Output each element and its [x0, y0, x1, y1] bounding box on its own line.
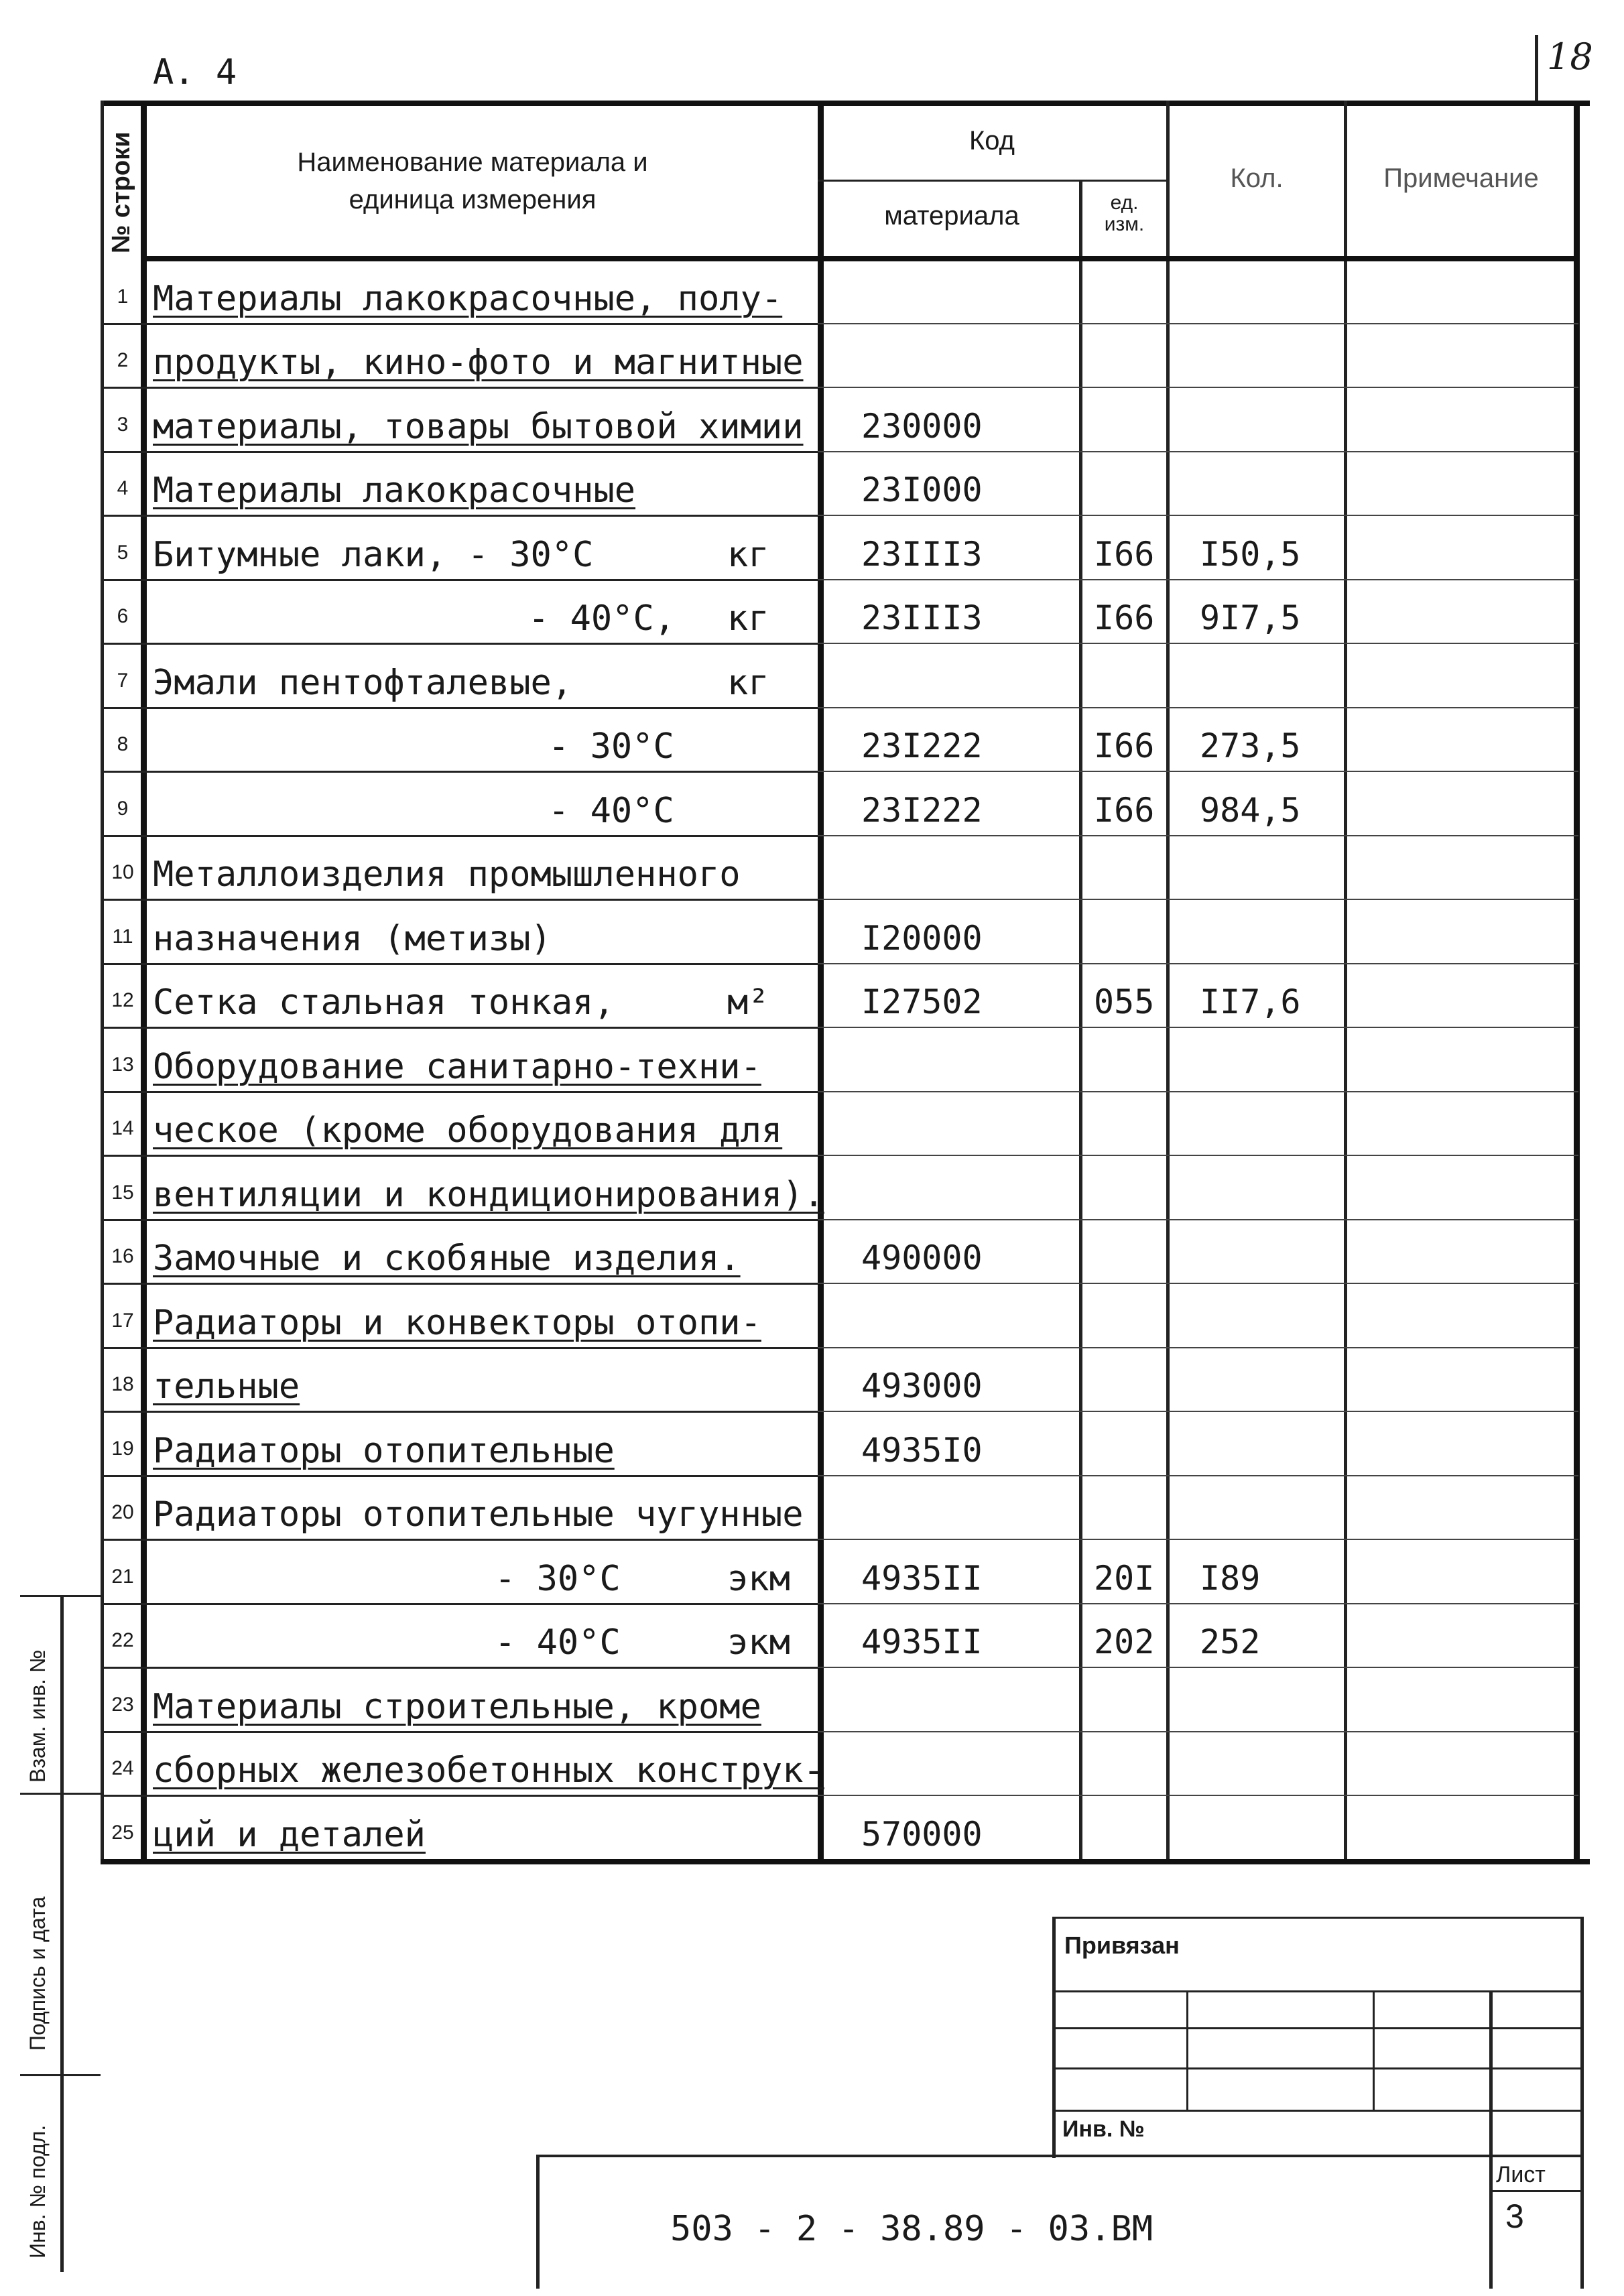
material-code: 493000 [861, 1366, 983, 1405]
margin-strip-outer-line [60, 1595, 64, 2272]
row-separator-right [818, 1475, 1578, 1476]
unit-code: 20I [1094, 1559, 1155, 1598]
code-header: Код [969, 126, 1015, 155]
row-separator [101, 1667, 818, 1669]
row-separator-right [818, 771, 1578, 772]
row-separator-right [818, 451, 1578, 452]
material-name: - 30°C [495, 1559, 621, 1599]
row-separator [101, 1795, 818, 1797]
unit-of-measure: кг [727, 535, 769, 575]
margin-strip-line-1 [20, 1595, 101, 1597]
row-separator-right [818, 1411, 1578, 1412]
row-number: 14 [111, 1117, 134, 1139]
material-code: 4935II [861, 1559, 983, 1598]
material-name: - 40°C, [528, 598, 676, 639]
material-name: Радиаторы и конвекторы отопи- [153, 1303, 761, 1343]
unit-code: I66 [1094, 598, 1155, 637]
material-name: Металлоизделия промышленного [153, 854, 741, 895]
material-name: Битумные лаки, - 30°C [153, 535, 594, 575]
unit-of-measure: экм [727, 1559, 790, 1599]
stamp-row-line-3 [1052, 2067, 1582, 2069]
row-separator [101, 1219, 818, 1221]
sheet-marker: А. 4 [153, 52, 237, 92]
row-number: 4 [117, 477, 129, 499]
row-separator-right [818, 707, 1578, 708]
inv-label: Инв. № [1062, 2116, 1145, 2142]
quantity: II7,6 [1200, 982, 1301, 1021]
row-separator-right [818, 1731, 1578, 1732]
row-separator-right [818, 1667, 1578, 1668]
material-name: - 30°C [548, 726, 674, 767]
stamp-top-border [1052, 1917, 1582, 1919]
material-code: 23I000 [861, 470, 983, 509]
unit-code: I66 [1094, 791, 1155, 830]
unit-code: 202 [1094, 1622, 1155, 1661]
row-separator-right [818, 643, 1578, 644]
row-separator [101, 1091, 818, 1093]
page-number-tick [1535, 35, 1538, 102]
margin-label-signature-date: Подпись и дата [25, 1896, 50, 2051]
row-separator [101, 1155, 818, 1157]
note-header: Примечание [1383, 164, 1539, 193]
quantity: 9I7,5 [1200, 598, 1301, 637]
material-name: ческое (кроме оборудования для [153, 1110, 783, 1151]
row-separator [101, 323, 818, 325]
material-name: - 40°C [495, 1622, 621, 1663]
material-name: Материалы лакокрасочные [153, 470, 636, 511]
row-separator [101, 1027, 818, 1029]
table-right-border [1574, 101, 1580, 1863]
code-block-top-border [536, 2155, 1582, 2157]
unit-code: I66 [1094, 535, 1155, 574]
unit-of-measure: экм [727, 1622, 790, 1663]
sheet-number: 3 [1505, 2197, 1524, 2235]
rowno-column-divider [141, 101, 147, 1863]
row-separator-right [818, 1603, 1578, 1604]
material-code: 23III3 [861, 598, 983, 637]
qty-column-divider [1166, 101, 1170, 1863]
row-number: 25 [111, 1822, 134, 1844]
row-separator-right [818, 963, 1578, 964]
material-name: Сетка стальная тонкая, [153, 982, 615, 1023]
material-name: сборных железобетонных конструк- [153, 1750, 824, 1791]
table-bottom-border [101, 1859, 1590, 1864]
material-name: - 40°C [548, 791, 674, 831]
stamp-row-line-2 [1052, 2027, 1582, 2029]
row-separator-right [818, 1283, 1578, 1284]
row-separator [101, 451, 818, 453]
row-number: 18 [111, 1373, 134, 1395]
row-separator-right [818, 515, 1578, 516]
row-separator [101, 1411, 818, 1413]
stamp-inner-divider-2 [1373, 1990, 1375, 2110]
sheet-label: Лист [1496, 2162, 1546, 2187]
row-separator [101, 1347, 818, 1349]
row-number: 11 [112, 926, 133, 948]
row-separator-right [818, 899, 1578, 900]
name-column-divider [818, 101, 824, 1863]
row-separator-right [818, 835, 1578, 836]
note-column-divider [1344, 101, 1347, 1863]
stamp-right-border [1580, 1917, 1584, 2289]
row-separator-right [818, 1219, 1578, 1220]
quantity: 252 [1200, 1622, 1261, 1661]
row-number: 24 [111, 1757, 134, 1779]
row-number: 13 [111, 1054, 134, 1076]
row-number: 1 [117, 285, 129, 308]
row-separator [101, 1603, 818, 1605]
margin-strip-line-2 [20, 1793, 101, 1795]
material-code: I20000 [861, 919, 983, 958]
code-unit-divider [1079, 181, 1082, 1863]
quantity: 273,5 [1200, 726, 1301, 765]
row-separator [101, 387, 818, 389]
row-separator-right [818, 1091, 1578, 1092]
row-number: 12 [111, 989, 134, 1011]
row-number: 17 [111, 1310, 134, 1332]
row-number: 16 [111, 1245, 134, 1267]
row-number: 21 [111, 1566, 134, 1588]
row-separator-right [818, 387, 1578, 388]
unit-code: I66 [1094, 726, 1155, 765]
sheet-box-divider [1489, 2190, 1582, 2192]
stamp-inner-divider-1 [1186, 1990, 1188, 2110]
row-number: 3 [117, 413, 129, 436]
material-name: материалы, товары бытовой химии [153, 407, 804, 447]
stamp-left-border [1052, 1917, 1056, 2158]
material-name: Замочные и скобяные изделия. [153, 1238, 741, 1279]
name-header-line2: единица измерения [349, 185, 597, 214]
code-subheader-line [818, 180, 1166, 182]
row-number: 9 [117, 798, 129, 820]
code-unit-header-line1: ед. [1110, 192, 1139, 214]
material-code: 230000 [861, 407, 983, 446]
row-number: 8 [117, 733, 129, 755]
row-number: 23 [111, 1694, 134, 1716]
row-separator-right [818, 323, 1578, 324]
row-separator-right [818, 1027, 1578, 1028]
quantity: I89 [1200, 1559, 1261, 1598]
table-left-border [101, 101, 104, 1863]
row-separator [101, 835, 818, 837]
material-name: ций и деталей [153, 1815, 426, 1855]
row-separator-right [818, 1539, 1578, 1540]
row-number: 10 [111, 861, 134, 883]
material-name: Радиаторы отопительные [153, 1431, 615, 1471]
material-code: 4935II [861, 1622, 983, 1661]
material-name: Материалы лакокрасочные, полу- [153, 279, 783, 319]
row-separator [101, 515, 818, 517]
row-number: 6 [117, 605, 129, 627]
material-name: вентиляции и кондиционирования). [153, 1175, 824, 1215]
document-code: 503 - 2 - 38.89 - 03.ВМ [670, 2209, 1153, 2249]
material-code: 23III3 [861, 535, 983, 574]
material-name: Материалы строительные, кроме [153, 1687, 761, 1727]
row-number: 7 [117, 669, 129, 692]
unit-of-measure: кг [727, 598, 769, 639]
material-code: 570000 [861, 1815, 983, 1854]
row-separator [101, 899, 818, 901]
qty-header: Кол. [1230, 164, 1284, 193]
row-number: 19 [111, 1438, 134, 1460]
row-number: 5 [117, 541, 129, 564]
code-block-left-border [536, 2155, 540, 2289]
row-separator-right [818, 579, 1578, 580]
row-separator [101, 1283, 818, 1285]
table-top-border [101, 101, 1590, 106]
material-code: I27502 [861, 982, 983, 1021]
material-code: 23I222 [861, 726, 983, 765]
material-name: тельные [153, 1366, 300, 1407]
material-code: 4935I0 [861, 1431, 983, 1470]
code-unit-header-line2: изм. [1104, 213, 1145, 235]
attached-label: Привязан [1064, 1931, 1180, 1959]
stamp-row-line-1 [1052, 1990, 1582, 1992]
quantity: I50,5 [1200, 535, 1301, 574]
material-name: Радиаторы отопительные чугунные [153, 1494, 804, 1535]
stamp-row-line-4 [1052, 2110, 1582, 2112]
row-separator [101, 707, 818, 709]
row-separator-right [818, 1155, 1578, 1156]
row-separator [101, 1539, 818, 1541]
header-bottom-border [141, 256, 1578, 261]
sheet-box-left-border [1489, 1990, 1493, 2289]
material-name: Оборудование санитарно-техни- [153, 1047, 761, 1087]
row-separator [101, 643, 818, 645]
unit-of-measure: м² [727, 982, 769, 1023]
material-name: Эмали пентофталевые, [153, 663, 573, 703]
material-name: продукты, кино-фото и магнитные [153, 342, 804, 383]
row-separator [101, 1475, 818, 1477]
row-number: 15 [111, 1182, 134, 1204]
row-separator [101, 963, 818, 965]
margin-label-original-inv: Инв. № подл. [25, 2124, 50, 2258]
row-separator [101, 579, 818, 581]
material-code: 490000 [861, 1238, 983, 1277]
row-separator-right [818, 1795, 1578, 1796]
row-number: 2 [117, 349, 129, 371]
unit-of-measure: кг [727, 663, 769, 703]
row-number: 20 [111, 1501, 134, 1523]
row-separator-right [818, 1347, 1578, 1348]
quantity: 984,5 [1200, 791, 1301, 830]
page-number: 18 [1547, 36, 1593, 78]
material-code: 23I222 [861, 791, 983, 830]
row-separator [101, 1731, 818, 1733]
unit-code: 055 [1094, 982, 1155, 1021]
material-name: назначения (метизы) [153, 919, 552, 959]
rowno-header: № строки [107, 131, 135, 253]
row-number: 22 [111, 1629, 134, 1651]
row-separator [101, 771, 818, 773]
name-header-line1: Наименование материала и [297, 147, 648, 177]
code-material-header: материала [884, 201, 1019, 231]
margin-strip-line-3 [20, 2074, 101, 2076]
margin-label-replacement-inv: Взам. инв. № [25, 1649, 50, 1783]
